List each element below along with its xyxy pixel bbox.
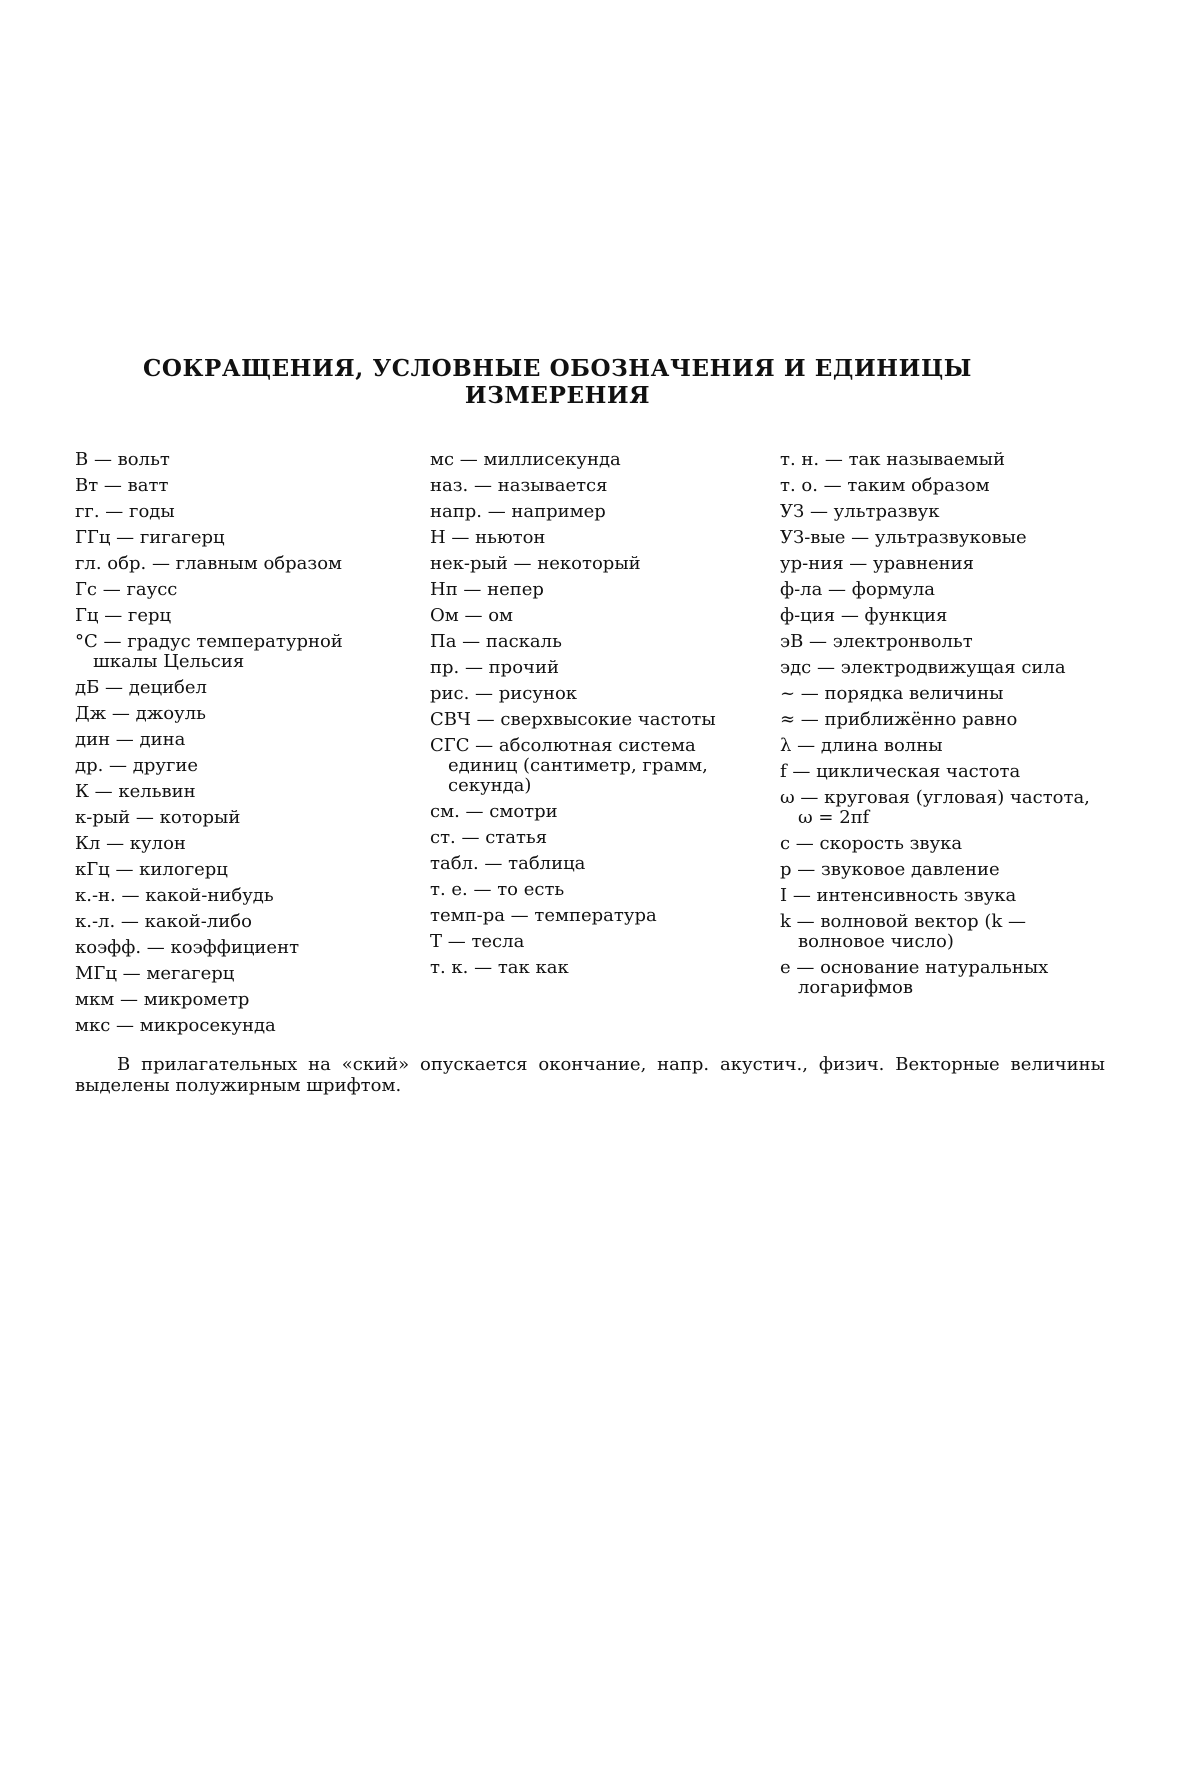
- entry: I — интенсивность звука: [780, 885, 1017, 906]
- entry: СВЧ — сверхвысокие частоты: [430, 709, 716, 730]
- entry: табл. — таблица: [430, 853, 586, 874]
- entry: f — циклическая частота: [780, 761, 1021, 782]
- entry: коэфф. — коэффициент: [75, 937, 300, 958]
- entry: т. е. — то есть: [430, 879, 565, 900]
- entry: рис. — рисунок: [430, 683, 578, 704]
- entry: наз. — называется: [430, 475, 608, 496]
- entry: др. — другие: [75, 755, 199, 776]
- column-3: [780, 450, 1110, 1004]
- entry: т. к. — так как: [430, 957, 569, 978]
- entry: т. н. — так называемый: [780, 449, 1005, 470]
- entry: Дж — джоуль: [75, 703, 206, 724]
- entry: ст. — статья: [430, 827, 548, 848]
- entry: В — вольт: [75, 449, 170, 470]
- entry: СГС — абсолютная система единиц (сантиметр, грамм, секунда): [430, 735, 708, 796]
- entry: ф-ция — функция: [780, 605, 948, 626]
- entry: мс — миллисекунда: [430, 449, 621, 470]
- entry: °С — градус температурной шкалы Цельсия: [75, 631, 343, 672]
- entry: к-рый — который: [75, 807, 241, 828]
- entry: c — скорость звука: [780, 833, 963, 854]
- entry: Кл — кулон: [75, 833, 186, 854]
- entry: пр. — прочий: [430, 657, 559, 678]
- entry: e — основание натуральных логарифмов: [780, 957, 1049, 998]
- entry: мкм — микрометр: [75, 989, 250, 1010]
- entry: p — звуковое давление: [780, 859, 1000, 880]
- entry: ≈ — приближённо равно: [780, 709, 1018, 730]
- entry: k — волновой вектор (k — волновое число): [780, 911, 1027, 952]
- column-2: [430, 450, 760, 984]
- entry: темп-ра — температура: [430, 905, 657, 926]
- entry: ГГц — гигагерц: [75, 527, 225, 548]
- entry: Т — тесла: [430, 931, 525, 952]
- page-title: [0, 355, 1115, 409]
- entry: дБ — децибел: [75, 677, 207, 698]
- entry: Н — ньютон: [430, 527, 546, 548]
- entry: УЗ-вые — ультразвуковые: [780, 527, 1027, 548]
- entry: эдс — электродвижущая сила: [780, 657, 1066, 678]
- entry: нек-рый — некоторый: [430, 553, 641, 574]
- entry: гг. — годы: [75, 501, 175, 522]
- entry: Гц — герц: [75, 605, 172, 626]
- entry: Ом — ом: [430, 605, 514, 626]
- entry: МГц — мегагерц: [75, 963, 235, 984]
- entry: к.-л. — какой-либо: [75, 911, 252, 932]
- entry: т. о. — таким образом: [780, 475, 990, 496]
- entry: λ — длина волны: [780, 735, 943, 756]
- entry: Вт — ватт: [75, 475, 169, 496]
- entry: УЗ — ультразвук: [780, 501, 940, 522]
- entry: мкс — микросекунда: [75, 1015, 276, 1036]
- entry: Нп — непер: [430, 579, 544, 600]
- entry: Па — паскаль: [430, 631, 562, 652]
- entry: ω — круговая (угловая) частота, ω = 2πf: [780, 787, 1090, 828]
- entry: ~ — порядка величины: [780, 683, 1004, 704]
- entry: Гс — гаусс: [75, 579, 178, 600]
- entry: ур-ния — уравнения: [780, 553, 974, 574]
- footnote: В прилагательных на «ский» опускается окончание, напр. акустич., физич. Векторные величины выделены полужирным шрифтом.: [75, 1054, 1105, 1096]
- entry: дин — дина: [75, 729, 186, 750]
- entry: эВ — электронвольт: [780, 631, 973, 652]
- entry: ф-ла — формула: [780, 579, 935, 600]
- column-1: [75, 450, 400, 1042]
- title-line-1: СОКРАЩЕНИЯ, УСЛОВНЫЕ ОБОЗНАЧЕНИЯ И ЕДИНИЦЫ: [142, 355, 973, 382]
- entry: к.-н. — какой-нибудь: [75, 885, 274, 906]
- entry: напр. — например: [430, 501, 606, 522]
- entry: кГц — килогерц: [75, 859, 228, 880]
- entry: К — кельвин: [75, 781, 196, 802]
- entry: см. — смотри: [430, 801, 558, 822]
- title-line-2: ИЗМЕРЕНИЯ: [464, 382, 651, 409]
- entry: гл. обр. — главным образом: [75, 553, 343, 574]
- abbreviation-columns: [0, 450, 1200, 1050]
